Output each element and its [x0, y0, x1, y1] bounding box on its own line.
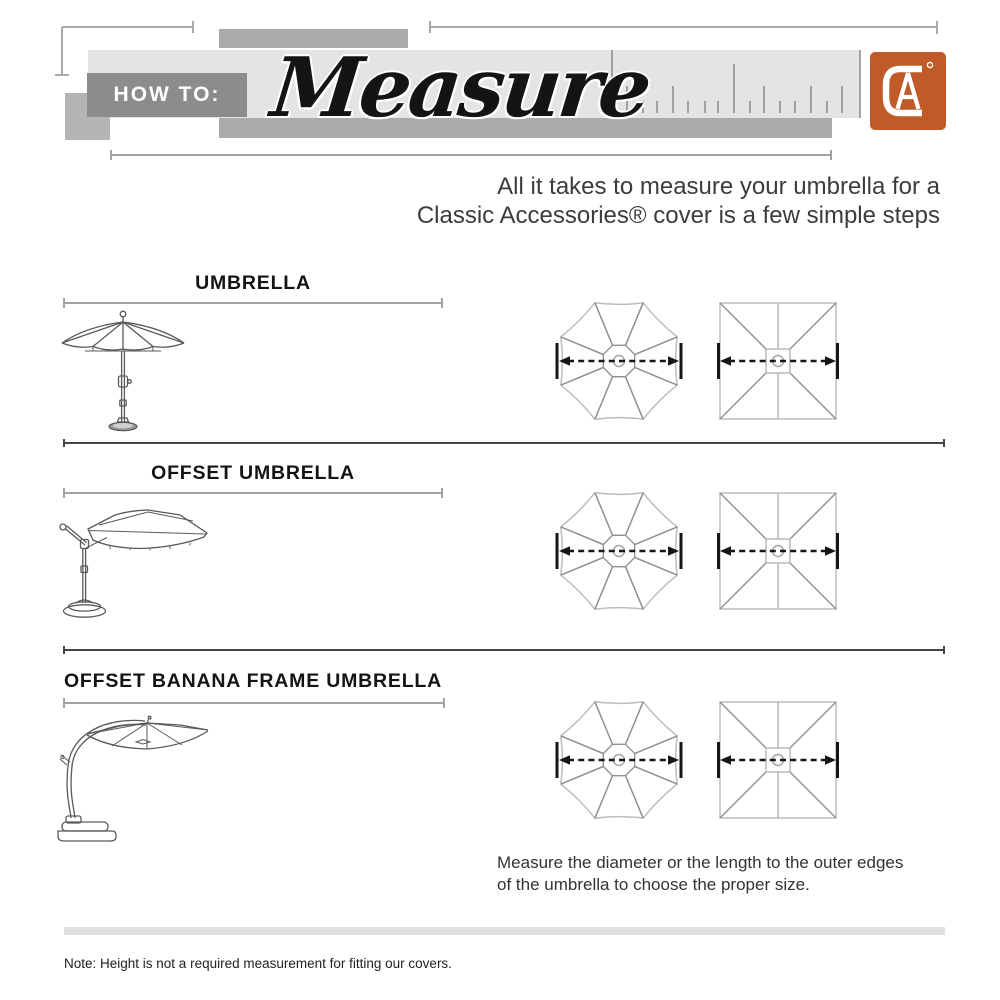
- section-divider-2: [63, 649, 945, 651]
- intro-line-1: All it takes to measure your umbrella for a: [497, 173, 940, 200]
- section-title-umbrella: UMBRELLA: [195, 272, 311, 294]
- how-to-label: [87, 73, 247, 117]
- classic-accessories-logo-icon: [870, 52, 946, 130]
- square-top-view-diagram: [713, 296, 843, 426]
- footnote-text: Note: Height is not a required measurement for fitting our covers.: [64, 956, 452, 971]
- banana-frame-umbrella-illustration: [50, 710, 230, 846]
- how-to-text: HOW TO:: [113, 83, 221, 106]
- octagon-top-view-diagram: [554, 486, 684, 616]
- octagon-top-view-diagram: [554, 695, 684, 825]
- section-title-banana-frame: OFFSET BANANA FRAME UMBRELLA: [63, 670, 443, 692]
- instruction-line-2: of the umbrella to choose the proper size.: [497, 875, 810, 894]
- section-title-offset-umbrella: OFFSET UMBRELLA: [151, 462, 355, 484]
- measuring-instruction: [497, 852, 903, 896]
- square-top-view-diagram: [713, 695, 843, 825]
- header-dimension-line: [110, 154, 832, 156]
- offset-umbrella-illustration: [55, 502, 215, 624]
- intro-line-2: Classic Accessories® cover is a few simple steps: [416, 202, 940, 229]
- market-umbrella-illustration: [55, 308, 195, 436]
- octagon-top-view-diagram: [554, 296, 684, 426]
- section2-dimension-line: [63, 492, 443, 494]
- section1-dimension-line: [63, 302, 443, 304]
- section-divider-1: [63, 442, 945, 444]
- page-title: Measure: [266, 40, 654, 136]
- intro-text: [300, 172, 940, 230]
- footer-divider-bar: [64, 927, 945, 935]
- header-line-right: [425, 18, 945, 38]
- instruction-line-1: Measure the diameter or the length to the outer edges: [497, 853, 904, 872]
- square-top-view-diagram: [713, 486, 843, 616]
- section3-dimension-line: [63, 702, 445, 704]
